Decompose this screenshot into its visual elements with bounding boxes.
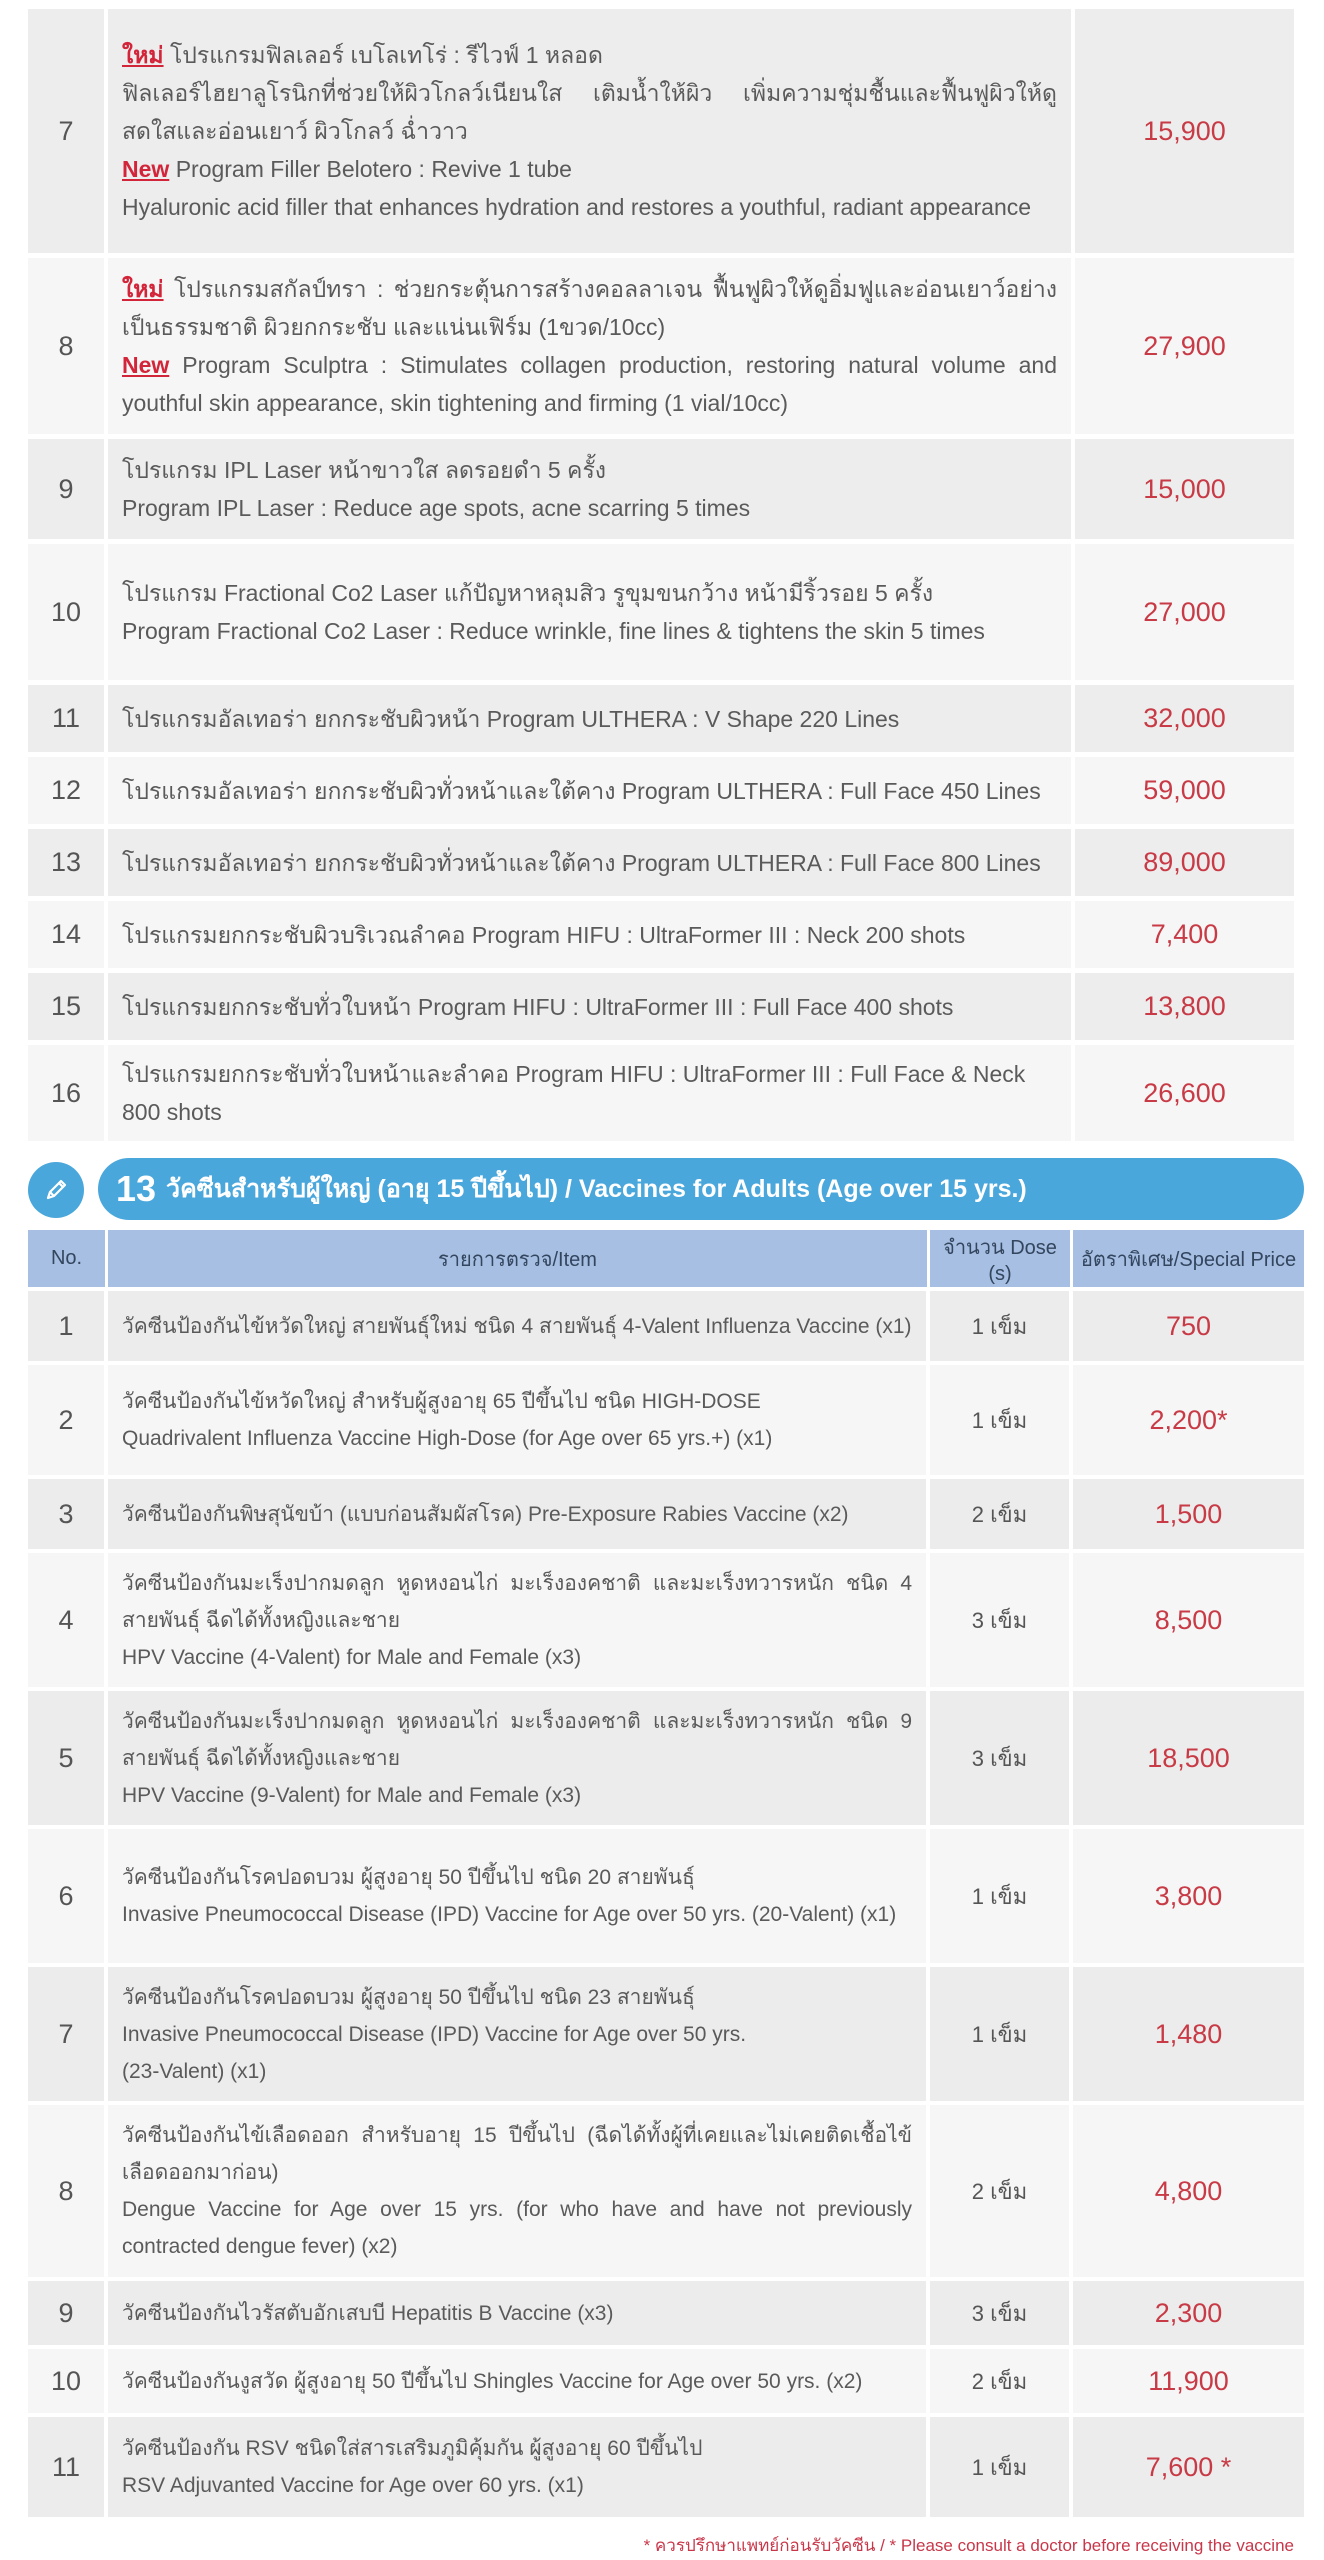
- program-description: [108, 439, 1075, 539]
- row-number: 9: [28, 2281, 108, 2345]
- table-row: [28, 1045, 1294, 1141]
- table-row: [28, 2417, 1304, 2517]
- vaccine-dose: 3 เข็ม: [930, 2281, 1073, 2345]
- table-row: [28, 1691, 1304, 1825]
- new-badge-en: New: [122, 156, 170, 182]
- vaccine-item: วัคซีนป้องกันพิษสุนัขบ้า (แบบก่อนสัมผัสโรค) Pre-Exposure Rabies Vaccine (x2): [108, 1479, 930, 1549]
- row-number: 7: [28, 9, 108, 253]
- vaccine-price: 1,500: [1073, 1479, 1304, 1549]
- program-price: 26,600: [1075, 1045, 1294, 1141]
- section-title: วัคซีนสำหรับผู้ใหญ่ (อายุ 15 ปีขึ้นไป) / Vaccines for Adults (Age over 15 yrs.): [166, 1175, 1027, 1203]
- vaccine-dose: 1 เข็ม: [930, 1365, 1073, 1475]
- table-header-row: [28, 1230, 1304, 1287]
- vaccine-name-th: วัคซีนป้องกันไข้เลือดออก สำหรับอายุ 15 ปีขึ้นไป (ฉีดได้ทั้งผู้ที่เคยและไม่เคยติดเชื้อไข้เลือดออกมาก่อน): [122, 2124, 912, 2184]
- vaccine-item: [108, 1691, 930, 1825]
- program-detail-en: Hyaluronic acid filler that enhances hydration and restores a youthful, radiant appearance: [122, 194, 1032, 220]
- table-row: [28, 1479, 1304, 1549]
- row-number: 8: [28, 258, 108, 434]
- program-price: 59,000: [1075, 757, 1294, 824]
- pencil-icon: [28, 1162, 84, 1218]
- program-description: โปรแกรมยกกระชับทั่วใบหน้า Program HIFU : UltraFormer III : Full Face 400 shots: [108, 973, 1075, 1040]
- vaccine-item: วัคซีนป้องกันไวรัสตับอักเสบบี Hepatitis B Vaccine (x3): [108, 2281, 930, 2345]
- row-number: 6: [28, 1829, 108, 1963]
- vaccine-name-en: Invasive Pneumococcal Disease (IPD) Vaccine for Age over 50 yrs.: [122, 2022, 747, 2046]
- program-name-en: Program Filler Belotero : Revive 1 tube: [175, 156, 572, 182]
- table-row: [28, 258, 1294, 434]
- vaccine-valent: (23-Valent) (x1): [122, 2059, 267, 2083]
- row-number: 11: [28, 2417, 108, 2517]
- row-number: 5: [28, 1691, 108, 1825]
- table-row: [28, 9, 1294, 253]
- vaccine-item: วัคซีนป้องกันไข้หวัดใหญ่ สายพันธุ์ใหม่ ชนิด 4 สายพันธุ์ 4-Valent Influenza Vaccine (x1): [108, 1291, 930, 1361]
- table-row: [28, 1365, 1304, 1475]
- table-row: [28, 973, 1294, 1040]
- program-table: [28, 4, 1294, 1146]
- row-number: 14: [28, 901, 108, 968]
- vaccine-price: 3,800: [1073, 1829, 1304, 1963]
- vaccine-dose: 1 เข็ม: [930, 1967, 1073, 2101]
- vaccine-item: [108, 1553, 930, 1687]
- vaccine-dose: 2 เข็ม: [930, 1479, 1073, 1549]
- program-price: 7,400: [1075, 901, 1294, 968]
- program-name-th: โปรแกรม IPL Laser หน้าขาวใส ลดรอยดำ 5 ครั้ง: [122, 457, 607, 483]
- vaccine-name-th: วัคซีนป้องกันมะเร็งปากมดลูก หูดหงอนไก่ มะเร็งองคชาติ และมะเร็งทวารหนัก ชนิด 4 สายพันธุ์ ฉีดได้ทั้งหญิงและชาย: [122, 1571, 912, 1632]
- vaccine-price: 18,500: [1073, 1691, 1304, 1825]
- program-price: 15,900: [1075, 9, 1294, 253]
- vaccine-name-th: วัคซีนป้องกันมะเร็งปากมดลูก หูดหงอนไก่ มะเร็งองคชาติ และมะเร็งทวารหนัก ชนิด 9 สายพันธุ์ ฉีดได้ทั้งหญิงและชาย: [122, 1709, 912, 1770]
- table-row: [28, 901, 1294, 968]
- section-title-bar: [98, 1158, 1304, 1220]
- program-description: โปรแกรมอัลเทอร่า ยกกระชับผิวทั่วหน้าและใต้คาง Program ULTHERA : Full Face 450 Lines: [108, 757, 1075, 824]
- row-number: 8: [28, 2105, 108, 2277]
- vaccine-price: 2,300: [1073, 2281, 1304, 2345]
- row-number: 1: [28, 1291, 108, 1361]
- vaccine-dose: 2 เข็ม: [930, 2105, 1073, 2277]
- new-badge-th: ใหม่: [122, 276, 164, 302]
- program-description: [108, 258, 1075, 434]
- vaccine-dose: 2 เข็ม: [930, 2349, 1073, 2413]
- row-number: 2: [28, 1365, 108, 1475]
- header-special-price: อัตราพิเศษ/Special Price: [1073, 1230, 1304, 1287]
- section-number: 13: [116, 1168, 157, 1209]
- footnote: * ควรปรึกษาแพทย์ก่อนรับวัคซีน / * Please consult a doctor before receiving the vaccine: [643, 2536, 1294, 2555]
- program-name-en: Program Sculptra : Stimulates collagen production, restoring natural volume and youthful skin appearance, skin tightening and firming (1 vial/10cc): [122, 352, 1058, 416]
- vaccine-item: [108, 2417, 930, 2517]
- row-number: 13: [28, 829, 108, 896]
- table-row: [28, 1553, 1304, 1687]
- vaccine-name-en: HPV Vaccine (9-Valent) for Male and Female (x3): [122, 1783, 582, 1807]
- program-price: 27,000: [1075, 544, 1294, 680]
- vaccine-price: 1,480: [1073, 1967, 1304, 2101]
- header-dose: จำนวน Dose (s): [930, 1230, 1073, 1287]
- row-number: 9: [28, 439, 108, 539]
- vaccine-name-th: วัคซีนป้องกันไข้หวัดใหญ่ สำหรับผู้สูงอายุ 65 ปีขึ้นไป ชนิด HIGH-DOSE: [122, 1390, 761, 1413]
- vaccine-dose: 3 เข็ม: [930, 1691, 1073, 1825]
- program-description: โปรแกรมยกกระชับทั่วใบหน้าและลำคอ Program HIFU : UltraFormer III : Full Face & Neck 800 shots: [108, 1045, 1075, 1141]
- row-number: 7: [28, 1967, 108, 2101]
- row-number: 15: [28, 973, 108, 1040]
- row-number: 11: [28, 685, 108, 752]
- vaccine-name-en: Quadrivalent Influenza Vaccine High-Dose (for Age over 65 yrs.+) (x1): [122, 1427, 773, 1450]
- table-row: [28, 1967, 1304, 2101]
- vaccine-name-en: RSV Adjuvanted Vaccine for Age over 60 yrs. (x1): [122, 2474, 584, 2497]
- vaccine-table: [28, 1226, 1304, 2521]
- table-row: [28, 2349, 1304, 2413]
- vaccine-price: 7,600 *: [1073, 2417, 1304, 2517]
- program-price: 13,800: [1075, 973, 1294, 1040]
- vaccine-price: 8,500: [1073, 1553, 1304, 1687]
- program-name-en: Program IPL Laser : Reduce age spots, acne scarring 5 times: [122, 495, 751, 521]
- table-row: [28, 2105, 1304, 2277]
- vaccine-item: วัคซีนป้องกันงูสวัด ผู้สูงอายุ 50 ปีขึ้นไป Shingles Vaccine for Age over 50 yrs. (x2): [108, 2349, 930, 2413]
- new-badge-th: ใหม่: [122, 42, 164, 68]
- vaccine-name-en: Invasive Pneumococcal Disease (IPD) Vaccine for Age over 50 yrs. (20-Valent) (x1): [122, 1903, 897, 1926]
- row-number: 10: [28, 2349, 108, 2413]
- new-badge-en: New: [122, 352, 170, 378]
- table-row: [28, 439, 1294, 539]
- vaccine-item: [108, 1365, 930, 1475]
- program-price: 15,000: [1075, 439, 1294, 539]
- section-header: [28, 1158, 1304, 1222]
- vaccine-dose: 1 เข็ม: [930, 1291, 1073, 1361]
- vaccine-name-th: วัคซีนป้องกันโรคปอดบวม ผู้สูงอายุ 50 ปีขึ้นไป ชนิด 23 สายพันธุ์: [122, 1985, 695, 2009]
- vaccine-name-en: HPV Vaccine (4-Valent) for Male and Female (x3): [122, 1645, 582, 1669]
- vaccine-name-th: วัคซีนป้องกัน RSV ชนิดใส่สารเสริมภูมิคุ้มกัน ผู้สูงอายุ 60 ปีขึ้นไป: [122, 2437, 703, 2460]
- row-number: 10: [28, 544, 108, 680]
- program-description: โปรแกรมอัลเทอร่า ยกกระชับผิวทั่วหน้าและใต้คาง Program ULTHERA : Full Face 800 Lines: [108, 829, 1075, 896]
- vaccine-item: [108, 1967, 930, 2101]
- vaccine-name-en: Dengue Vaccine for Age over 15 yrs. (for who have and have not previously contracted dengue fever) (x2): [122, 2198, 912, 2258]
- table-row: [28, 685, 1294, 752]
- program-price: 89,000: [1075, 829, 1294, 896]
- vaccine-dose: 3 เข็ม: [930, 1553, 1073, 1687]
- vaccine-price: 4,800: [1073, 2105, 1304, 2277]
- vaccine-name-th: วัคซีนป้องกันโรคปอดบวม ผู้สูงอายุ 50 ปีขึ้นไป ชนิด 20 สายพันธุ์: [122, 1866, 695, 1889]
- vaccine-price: 11,900: [1073, 2349, 1304, 2413]
- header-no: No.: [28, 1230, 108, 1287]
- table-row: [28, 1291, 1304, 1361]
- row-number: 4: [28, 1553, 108, 1687]
- row-number: 3: [28, 1479, 108, 1549]
- program-description: [108, 9, 1075, 253]
- vaccine-item: [108, 1829, 930, 1963]
- program-name-th: โปรแกรมฟิลเลอร์ เบโลเทโร่ : รีไวฟ์ 1 หลอด: [169, 42, 603, 68]
- vaccine-price: 2,200*: [1073, 1365, 1304, 1475]
- table-row: [28, 829, 1294, 896]
- vaccine-dose: 1 เข็ม: [930, 1829, 1073, 1963]
- program-detail-th: ฟิลเลอร์ไฮยาลูโรนิกที่ช่วยให้ผิวโกลว์เนียนใส เติมน้ำให้ผิว เพิ่มความชุ่มชื้นและฟื้นฟูผิวให้ดูสดใสและอ่อนเยาว์ ผิวโกลว์ ฉ่ำวาว: [122, 80, 1057, 144]
- vaccine-item: [108, 2105, 930, 2277]
- vaccine-dose: 1 เข็ม: [930, 2417, 1073, 2517]
- vaccine-price: 750: [1073, 1291, 1304, 1361]
- table-row: [28, 757, 1294, 824]
- row-number: 12: [28, 757, 108, 824]
- table-row: [28, 1829, 1304, 1963]
- program-description: โปรแกรมอัลเทอร่า ยกกระชับผิวหน้า Program ULTHERA : V Shape 220 Lines: [108, 685, 1075, 752]
- program-name-th: โปรแกรมสกัลป์ทรา : ช่วยกระตุ้นการสร้างคอลลาเจน ฟื้นฟูผิวให้ดูอิ่มฟูและอ่อนเยาว์อย่างเป็นธรรมชาติ ผิวยกกระชับ และแน่นเฟิร์ม (1ขวด/10cc): [122, 276, 1057, 340]
- table-row: [28, 2281, 1304, 2345]
- header-item: รายการตรวจ/Item: [108, 1230, 930, 1287]
- program-price: 32,000: [1075, 685, 1294, 752]
- table-row: [28, 544, 1294, 680]
- program-name-en: Program Fractional Co2 Laser : Reduce wrinkle, fine lines & tightens the skin 5 times: [122, 618, 985, 644]
- row-number: 16: [28, 1045, 108, 1141]
- program-price: 27,900: [1075, 258, 1294, 434]
- program-description: [108, 544, 1075, 680]
- program-description: โปรแกรมยกกระชับผิวบริเวณลำคอ Program HIFU : UltraFormer III : Neck 200 shots: [108, 901, 1075, 968]
- program-name-th: โปรแกรม Fractional Co2 Laser แก้ปัญหาหลุมสิว รูขุมขนกว้าง หน้ามีริ้วรอย 5 ครั้ง: [122, 580, 934, 606]
